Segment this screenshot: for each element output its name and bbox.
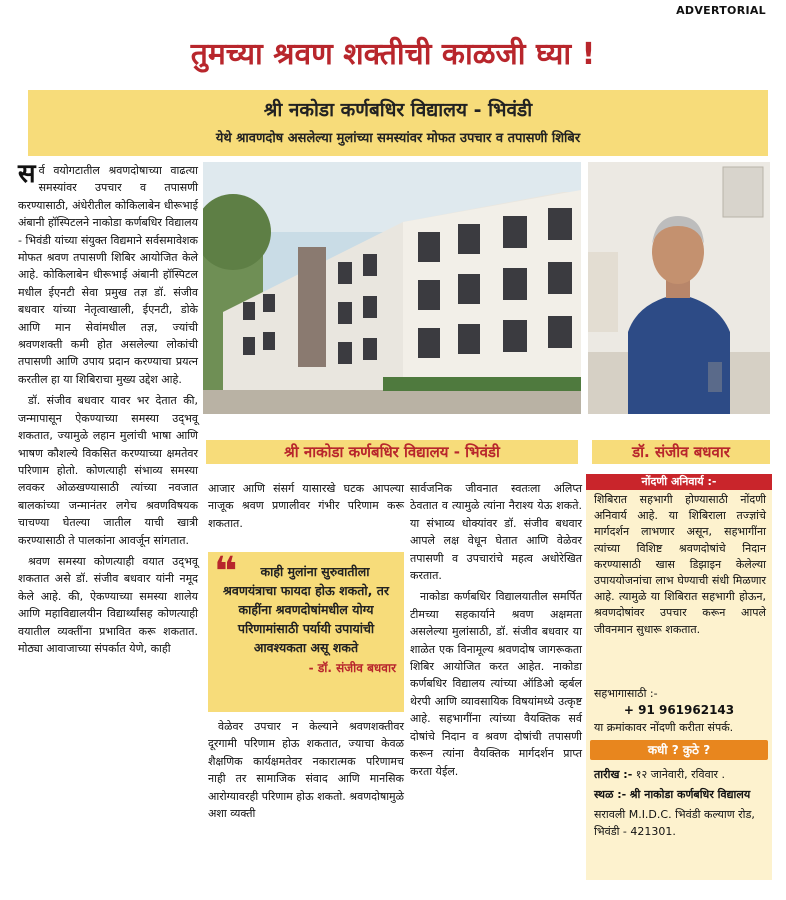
article-column-2 xyxy=(208,480,404,536)
quote-text: काही मुलांना सुरुवातीला श्रवणयंत्राचा फायदा होऊ शकतो, तर काहींना श्रवणदोषांमधील योग्य परिणामांसाठी पर्यायी उपायांची आवश्यकता असू शकते xyxy=(223,564,389,655)
quote-author: - डॉ. संजीव बधवार xyxy=(308,661,396,675)
doctor-photo xyxy=(588,162,770,414)
article-column-3 xyxy=(410,480,582,784)
title-banner xyxy=(28,90,768,156)
school-building-photo xyxy=(203,162,581,414)
col2-paragraph-2: वेळेवर उपचार न केल्याने श्रवणशक्तीवर दूरगामी परिणाम होऊ शकतात, ज्याचा केवळ शैक्षणिक कार्यक्षमतेवर नकारात्मक परिणामच नाही तर सामाजिक संवाद आणि मानसिक आरोग्यावरही परिणाम होऊ शकतो. श्रवणदोषामुळे अशा व्यक्ती xyxy=(208,720,404,821)
headline: तुमच्या श्रवण शक्तीची काळजी घ्या ! xyxy=(190,37,596,72)
participants-label: सहभागासाठी :- xyxy=(594,687,658,700)
when-where-heading: कधी ? कुठे ? xyxy=(590,740,768,760)
quote-mark-icon: ❝ xyxy=(214,549,238,595)
col3-lead: सार्वजनिक जीवनात स्वतःला अलिप्त ठेवतात व त्यामुळे त्यांना नैराश्य येऊ शकते. या संभाव्य धोक्यांवर डॉ. संजीव बधवार आपले लक्ष वेधून घेतात आणि वेळेवर तपासणी व उपचारांचे महत्व अधोरेखित करतात. xyxy=(410,482,582,583)
doctor-caption: डॉ. संजीव बधवार xyxy=(592,440,770,464)
article-column-1 xyxy=(18,159,199,661)
registration-panel xyxy=(586,474,772,880)
phone-number[interactable]: + 91 961962143 xyxy=(623,703,735,717)
advertorial-tag: ADVERTORIAL xyxy=(676,4,766,17)
registration-heading: नोंदणी अनिवार्य :- xyxy=(586,474,772,490)
col3-paragraph-2: नाकोडा कर्णबधिर विद्यालयातील समर्पित टीमच्या सहकार्याने श्रवण अक्षमता असलेल्या मुलांसाठी, डॉ. संजीव बधवार या शाळेत एक विनामूल्य श्रवणदोष जागरूकता शिबिर आयोजित करत आहेत. नाकोडा कर्णबधिर विद्यालय त्यांच्या ऑडिओ व्हर्बल थेरपी आणि व्यावसायिक विषयांमध्ये उत्कृष्ट आहे. सहभागींना त्यांच्या वैयक्तिक सर्व दोषांचे निदान व श्रवण दोषांची तपासणी करून त्यांना वैयक्तिक मार्गदर्शन प्राप्त करता येईल. xyxy=(410,590,582,778)
event-date: तारीख :- १२ जानेवारी, रविवार . xyxy=(594,768,726,781)
building-caption: श्री नाकोडा कर्णबधिर विद्यालय - भिवंडी xyxy=(206,440,578,464)
col2-paragraph-1: आजार आणि संसर्ग यासारखे घटक आपल्या नाजूक श्रवण प्रणालीवर गंभीर परिणाम करू शकतात. xyxy=(208,482,404,530)
banner-subtitle: येथे श्रावणदोष असलेल्या मुलांच्या समस्यांवर मोफत उपचार व तपासणी शिबिर xyxy=(215,131,581,146)
event-details xyxy=(594,766,768,840)
col1-paragraph-1: सर्व वयोगटातील श्रवणदोषाच्या वाढत्या समस्यांवर उपचार व तपासणी करण्यासाठी, अंधेरीतील कोकिलाबेन धीरूभाई अंबानी हॉस्पिटलने नाकोडा कर्णबधिर विद्यालय - भिवंडी यांच्या संयुक्त विद्यमाने सर्वसमावेशक मोफत श्रवण तपासणी शिबिर आयोजित केले आहे. कोकिलाबेन धीरूभाई अंबानी हॉस्पिटल मधील ईएनटी सेवा प्रमुख तज्ञ डॉ. संजीव बधवार यांच्या नेतृत्वाखाली, ईएनटी, डोके आणि मान सेवांमधील तज्ञ, ज्यांची श्रवणशक्ती कमी होत असलेल्या लोकांची तपासणी आणि उपाय प्रदान करण्याचा प्रयत्न करतील हा या शिबिराचा मुख्य उद्देश आहे. xyxy=(18,159,199,386)
event-place: स्थळ :- श्री नाकोडा कर्णबधिर विद्यालय xyxy=(594,788,751,801)
contact-note: या क्रमांकावर नोंदणी करीता संपर्क. xyxy=(594,721,734,734)
drop-cap: स xyxy=(18,159,36,189)
pull-quote xyxy=(208,549,404,712)
banner-title: श्री नकोडा कर्णबधिर विद्यालय - भिवंडी xyxy=(263,99,533,121)
event-address: सरावली M.I.D.C. भिवंडी कल्याण रोड, भिवंडी - 421301. xyxy=(594,808,755,838)
registration-text: शिबिरात सहभागी होण्यासाठी नोंदणी अनिवार्य आहे. या शिबिराला तज्ज्ञांचे मार्गदर्शन लाभणार असून, सहभागींना त्यांच्या विशिष्ट श्रवणदोषांचे निदान करण्यासाठी खास डिझाइन केलेल्या उपाययोजनांचा लाभ घेण्याची संधी मिळणार आहे. त्यामुळे या शिबिरात सहभागी होऊन, श्रवणदोषांवर उपचार करून आपले जीवनमान सुधारू शकतात. xyxy=(594,493,766,636)
col1-paragraph-2: डॉ. संजीव बधवार यावर भर देतात की, जन्मापासून ऐकण्याच्या समस्या उद्‌भवू शकतात, ज्यामुळे लहान मुलांची भाषा आणि भाषण कौशल्ये विकसित करण्याच्या क्षमतेवर परिणाम होतो. कोणत्याही संभाव्य समस्या लवकर ओळखण्यासाठी त्यांच्या नवजात बालकांच्या जन्मानंतर लगेच श्रवणविषयक चाचण्या घेतल्या जातील याची खात्री करण्यासाठी ते पालकांना आवर्जून सांगतात. xyxy=(18,394,198,547)
article-column-2-continued xyxy=(208,718,404,826)
col1-paragraph-3: श्रवण समस्या कोणत्याही वयात उद्‌भवू शकतात असे डॉ. संजीव बधवार यांनी नमूद केले आहे. की, ऐकण्याच्या समस्या शालेय आणि महाविद्यालयीन विद्यार्थ्यांसह कोणत्याही वयातील व्यक्तींना प्रभावित करू शकतात. मोठ्या आवाजाच्या संपर्कात येणे, काही xyxy=(18,554,198,655)
